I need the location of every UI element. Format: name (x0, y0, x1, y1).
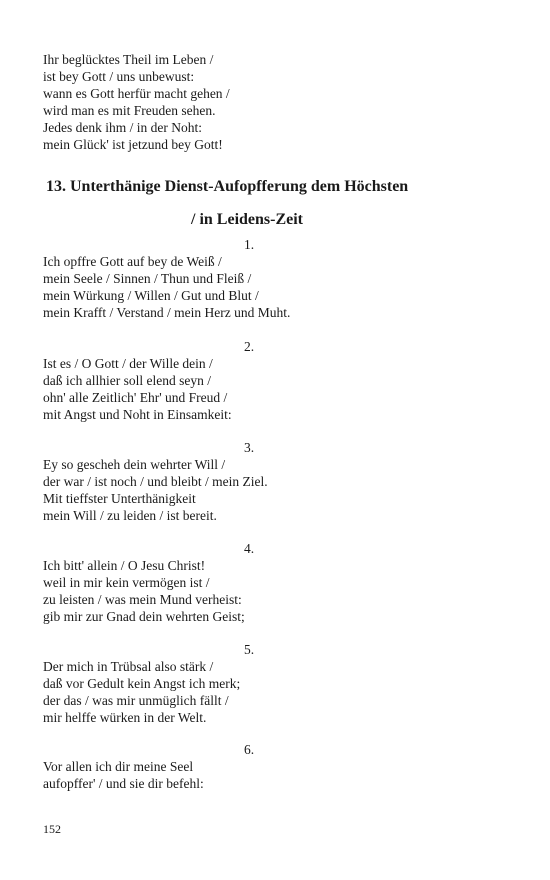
stanza-number: 4. (244, 541, 255, 556)
stanza-line: weil in mir kein vermögen ist / (43, 575, 210, 590)
intro-line: wird man es mit Freuden sehen. (43, 103, 216, 118)
stanza-line: daß vor Gedult kein Angst ich merk; (43, 676, 241, 691)
stanza-line: daß ich allhier soll elend seyn / (43, 373, 211, 388)
page-number: 152 (43, 822, 61, 836)
intro-line: mein Glück' ist jetzund bey Gott! (43, 137, 223, 152)
poem-title-line1: 13. Unterthänige Dienst-Aufopfferung dem Höchsten (46, 178, 409, 195)
stanza-number: 5. (244, 642, 255, 657)
stanza-line: der das / was mir unmüglich fällt / (43, 693, 229, 708)
stanza-number: 1. (244, 237, 255, 252)
stanza-line: mit Angst und Noht in Einsamkeit: (43, 407, 232, 422)
stanza-line: gib mir zur Gnad dein wehrten Geist; (43, 609, 245, 624)
stanza-line: mein Will / zu leiden / ist bereit. (43, 508, 217, 523)
stanza-line: Ist es / O Gott / der Wille dein / (43, 356, 213, 371)
stanza-line: Mit tieffster Unterthänigkeit (43, 491, 196, 506)
stanza-number: 3. (244, 440, 255, 455)
intro-line: ist bey Gott / uns unbewust: (43, 69, 195, 84)
stanza-number: 2. (244, 339, 255, 354)
poem-title-line2: / in Leidens-Zeit (191, 211, 304, 228)
stanza-line: zu leisten / was mein Mund verheist: (43, 592, 242, 607)
stanza-number: 6. (244, 742, 255, 757)
intro-line: Ihr beglücktes Theil im Leben / (43, 52, 214, 67)
stanza-line: Ey so gescheh dein wehrter Will / (43, 457, 226, 472)
stanza-line: mein Seele / Sinnen / Thun und Fleiß / (43, 271, 252, 286)
stanza-line: ohn' alle Zeitlich' Ehr' und Freud / (43, 390, 228, 405)
intro-line: Jedes denk ihm / in der Noht: (43, 120, 202, 135)
intro-line: wann es Gott herfür macht gehen / (43, 86, 230, 101)
stanza-line: mein Würkung / Willen / Gut und Blut / (43, 288, 259, 303)
stanza-line: Ich opffre Gott auf bey de Weiß / (43, 254, 222, 269)
stanza-line: Vor allen ich dir meine Seel (43, 759, 194, 774)
stanza-line: Der mich in Trübsal also stärk / (43, 659, 214, 674)
stanza-line: der war / ist noch / und bleibt / mein Ziel. (43, 474, 268, 489)
stanza-line: mein Krafft / Verstand / mein Herz und Muht. (43, 305, 291, 320)
stanza-line: aufopffer' / und sie dir befehl: (43, 776, 204, 791)
stanza-line: mir helffe würken in der Welt. (43, 710, 207, 725)
stanza-line: Ich bitt' allein / O Jesu Christ! (43, 558, 206, 573)
